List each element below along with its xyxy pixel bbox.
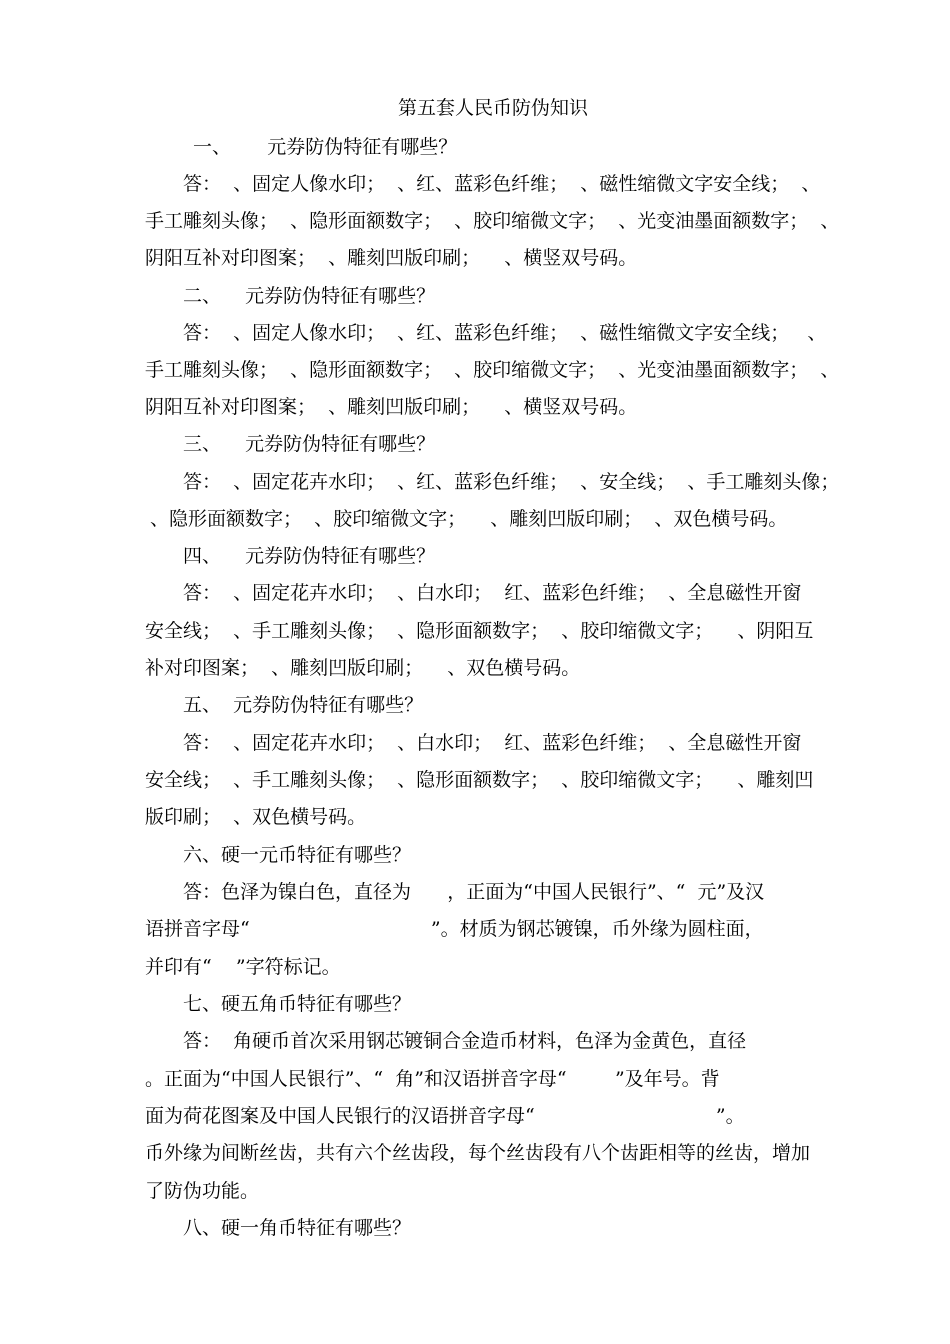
answer-6-line-2: 语拼音字母“ ”。材质为钢芯镀镍，币外缘为圆柱面，: [145, 918, 764, 940]
answer-7-line-4: 币外缘为间断丝齿，共有六个丝齿段，每个丝齿段有八个齿距相等的丝齿，增加: [145, 1142, 811, 1164]
page-title: 第五套人民币防伪知识: [398, 97, 589, 119]
question-4: 四、 元券防伪特征有哪些？: [183, 545, 436, 567]
answer-3-line-1: 答： 、固定花卉水印； 、红、蓝彩色纤维； 、安全线； 、手工雕刻头像；: [183, 471, 840, 493]
answer-6-line-1: 答：色泽为镍白色，直径为 ，正面为“中国人民银行”、“ 元”及汉: [183, 881, 765, 903]
question-8: 八、硬一角币特征有哪些？: [183, 1217, 412, 1239]
answer-7-line-2: 。正面为“中国人民银行”、“ 角”和汉语拼音字母“ ”及年号。背: [145, 1068, 720, 1090]
answer-4-line-3: 补对印图案； 、雕刻凹版印刷； 、双色横号码。: [145, 657, 581, 679]
answer-4-line-1: 答： 、固定花卉水印； 、白水印； 红、蓝彩色纤维； 、全息磁性开窗: [183, 582, 802, 604]
answer-6-line-3: 并印有“ ”字符标记。: [145, 956, 341, 978]
question-1: 一、 元券防伪特征有哪些？: [193, 136, 458, 158]
question-3: 三、 元券防伪特征有哪些？: [183, 433, 436, 455]
answer-5-line-1: 答： 、固定花卉水印； 、白水印； 红、蓝彩色纤维； 、全息磁性开窗: [183, 732, 802, 754]
answer-5-line-3: 版印刷； 、双色横号码。: [145, 806, 367, 828]
question-7: 七、硬五角币特征有哪些？: [183, 993, 412, 1015]
answer-1-line-1: 答： 、固定人像水印； 、红、蓝彩色纤维； 、磁性缩微文字安全线； 、: [183, 173, 821, 195]
answer-2-line-3: 阴阳互补对印图案； 、雕刻凹版印刷； 、横竖双号码。: [145, 396, 638, 418]
answer-7-line-1: 答： 角硬币首次采用钢芯镀铜合金造币材料，色泽为金黄色，直径: [183, 1030, 747, 1052]
answer-4-line-2: 安全线； 、手工雕刻头像； 、隐形面额数字； 、胶印缩微文字； 、阴阳互: [145, 620, 814, 642]
answer-2-line-2: 手工雕刻头像； 、隐形面额数字； 、胶印缩微文字； 、光变油墨面额数字； 、: [145, 359, 840, 381]
question-6: 六、硬一元币特征有哪些？: [183, 844, 412, 866]
answer-2-line-1: 答： 、固定人像水印； 、红、蓝彩色纤维； 、磁性缩微文字安全线； 、: [183, 322, 827, 344]
answer-7-line-5: 了防伪功能。: [145, 1180, 260, 1202]
answer-3-line-2: 、隐形面额数字； 、胶印缩微文字； 、雕刻凹版印刷； 、双色横号码。: [150, 508, 788, 530]
answer-7-line-3: 面为荷花图案及中国人民银行的汉语拼音字母“ ”。: [145, 1105, 745, 1127]
question-2: 二、 元券防伪特征有哪些？: [183, 285, 436, 307]
answer-1-line-2: 手工雕刻头像； 、隐形面额数字； 、胶印缩微文字； 、光变油墨面额数字； 、: [145, 210, 840, 232]
question-5: 五、 元券防伪特征有哪些？: [183, 694, 424, 716]
answer-1-line-3: 阴阳互补对印图案； 、雕刻凹版印刷； 、横竖双号码。: [145, 247, 638, 269]
answer-5-line-2: 安全线； 、手工雕刻头像； 、隐形面额数字； 、胶印缩微文字； 、雕刻凹: [145, 769, 814, 791]
